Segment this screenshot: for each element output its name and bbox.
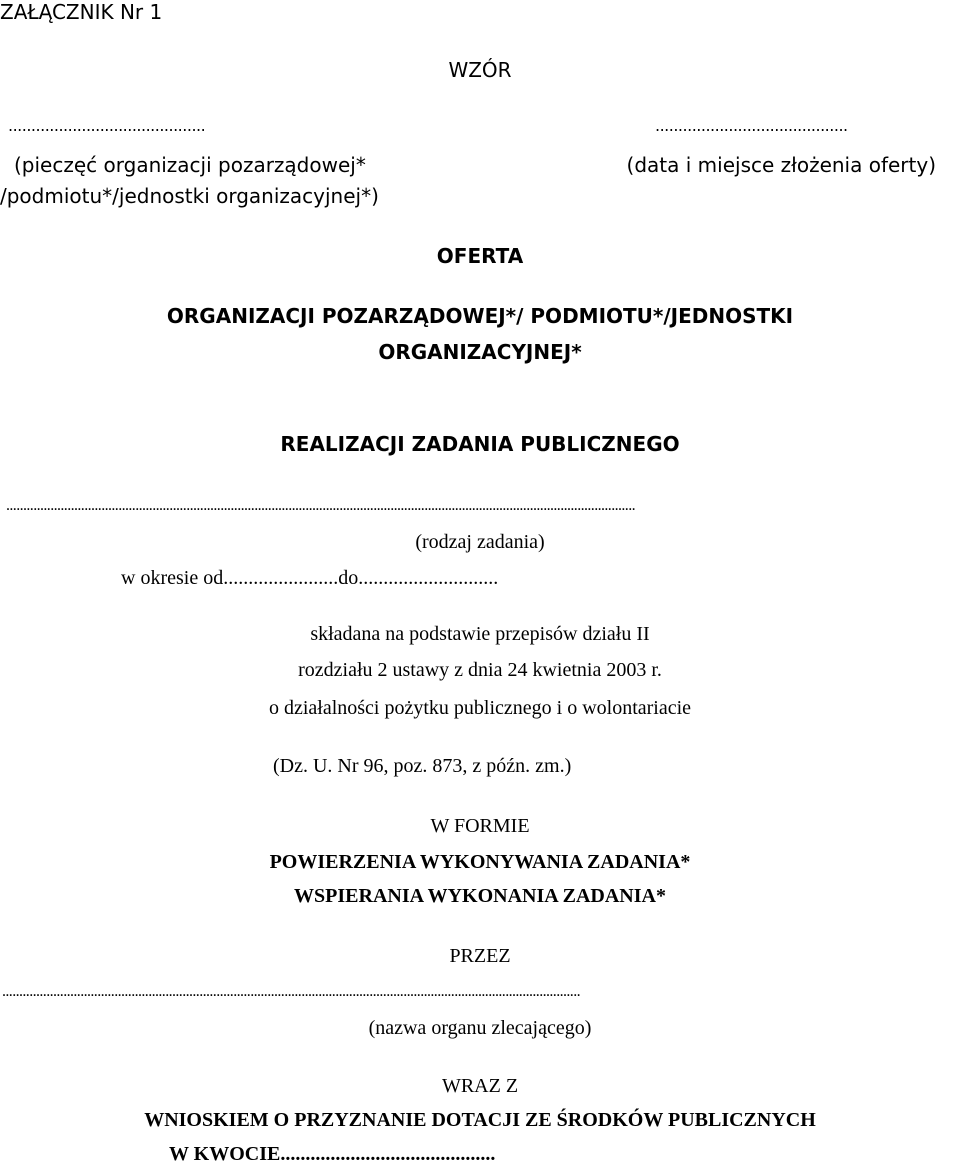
stamp-caption-1: (pieczęć organizacji pozarządowej*: [14, 153, 366, 177]
authority-label: PRZEZ: [449, 945, 511, 967]
task-dots: .........................................................................................................................................................................................: [6, 498, 636, 514]
date-dots: ..........................................: [655, 118, 848, 134]
stamp-caption-2: /podmiotu*/jednostki organizacyjnej*): [0, 184, 379, 208]
form-label: W FORMIE: [430, 815, 530, 837]
form-option-1: POWIERZENIA WYKONYWANIA ZADANIA*: [269, 851, 691, 873]
form-option-2: WSPIERANIA WYKONANIA ZADANIA*: [294, 885, 666, 907]
title-line-3: REALIZACJI ZADANIA PUBLICZNEGO: [280, 432, 680, 456]
task-period: w okresie od.......................do............................: [121, 567, 499, 589]
authority-caption: (nazwa organu zlecającego): [368, 1017, 592, 1039]
annex-label: ZAŁĄCZNIK Nr 1: [0, 0, 163, 24]
task-caption: (rodzaj zadania): [415, 531, 545, 553]
request-label: WRAZ Z: [441, 1075, 519, 1097]
authority-dots: ..........................................................................................................................................................................: [2, 984, 581, 1000]
template-label: WZÓR: [448, 58, 512, 82]
legal-line-2: rozdziału 2 ustawy z dnia 24 kwietnia 2003 r.: [298, 659, 662, 681]
title-line-2: ORGANIZACYJNEJ*: [378, 340, 582, 364]
legal-line-1: składana na podstawie przepisów działu II: [310, 623, 650, 645]
stamp-dots: ...........................................: [8, 118, 206, 134]
offer-title: OFERTA: [436, 244, 524, 268]
request-line-1: WNIOSKIEM O PRZYZNANIE DOTACJI ZE ŚRODKÓW PUBLICZNYCH: [144, 1109, 816, 1131]
date-caption: (data i miejsce złożenia oferty): [626, 153, 936, 177]
legal-line-4: (Dz. U. Nr 96, poz. 873, z późn. zm.): [273, 755, 572, 777]
title-line-1: ORGANIZACJI POZARZĄDOWEJ*/ PODMIOTU*/JEDNOSTKI: [166, 304, 794, 328]
legal-line-3: o działalności pożytku publicznego i o wolontariacie: [268, 697, 692, 719]
request-line-2: W KWOCIE...........................................: [169, 1144, 496, 1164]
